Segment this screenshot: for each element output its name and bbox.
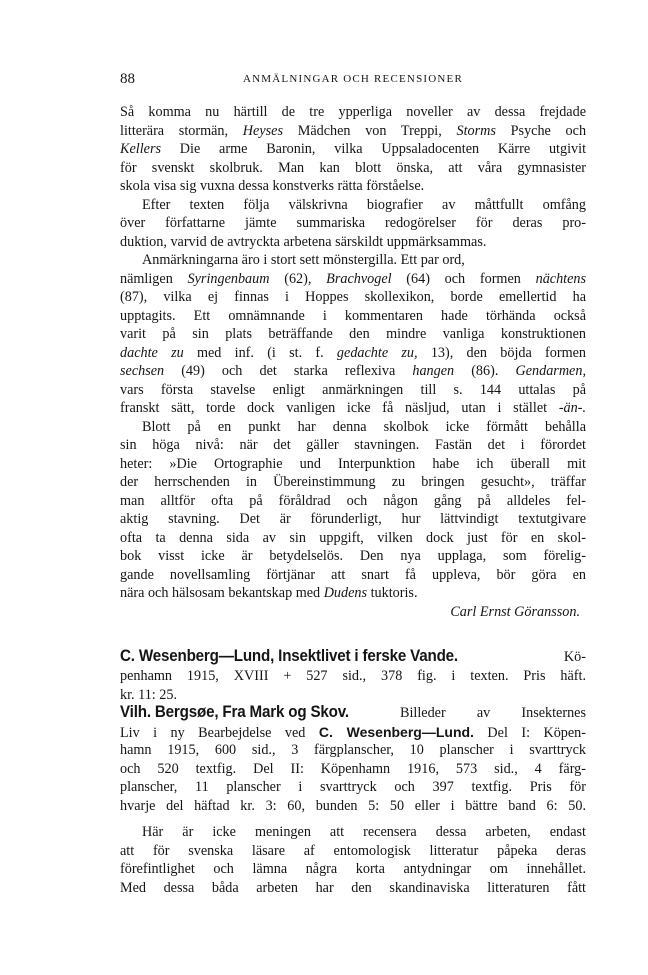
text-line: kr. 11: 25. <box>120 686 178 703</box>
text-line: (87), vilka ej finnas i Hoppes skollexikon, borde emellertid ha <box>120 289 586 305</box>
text-line: franskt sätt, torde dock vanligen icke få näsljud, utan i stället -än-. <box>120 400 586 416</box>
text-line: över författarne jämte summariska redogörelser för deras pro- <box>120 215 586 231</box>
text-line: Så komma nu härtill de tre ypperliga noveller av dessa frejdade <box>120 104 586 120</box>
running-head <box>120 71 586 89</box>
text-line: dachte zu med inf. (i st. f. gedachte zu, 13), den böjda formen <box>120 344 587 361</box>
text-line: Med dessa båda arbeten har den skandinaviska litteraturen fått <box>120 879 586 896</box>
text-line: Anmärkningarna äro i stort sett mönstergilla. Ett par ord, <box>142 252 465 268</box>
review-heading-1: C. Wesenberg—Lund, Insektlivet i ferske Vande. Kö- <box>120 647 586 665</box>
text-line: Blott på en punkt har denna skolbok icke förmått behålla <box>142 418 586 435</box>
text-line: planscher, 11 planscher i svarttryck och 397 textfig. Pris för <box>120 779 586 795</box>
text-line: vars första stavelse enligt anmärkningen till s. 144 uttalas på <box>120 381 586 398</box>
text-line: litterära stormän, Heyses Mädchen von Treppi, Storms Psyche och <box>120 122 587 139</box>
page-body <box>120 103 586 897</box>
text-line: penhamn 1915, XVIII + 527 sid., 378 fig. i texten. Pris häft. <box>120 668 586 684</box>
text-line: hamn 1915, 600 sid., 3 färgplanscher, 10 planscher i svarttryck <box>120 742 586 758</box>
text-line: heter: »Die Ortographie und Interpunktion habe ich überall mit <box>120 455 586 472</box>
text-line: förefintlighet och lämna några korta antydningar om innehållet. <box>120 861 586 877</box>
text-line: Liv i ny Bearbejdelse ved C. Wesenberg—Lund. Del I: Köpen- <box>120 723 587 741</box>
text-line: gande novellsamling förtjänar att snart få uppleva, bör göra en <box>120 566 586 583</box>
review-heading-2: Vilh. Bergsøe, Fra Mark og Skov. Billeder av Insekternes <box>120 702 586 721</box>
page-number: 88 <box>120 71 135 87</box>
text-line: Kellers Die arme Baronin, vilka Uppsaladocenten Kärre utgivit <box>120 141 587 157</box>
text-line: Efter texten följa välskrivna biografier av måttfullt omfång <box>142 196 586 213</box>
text-line: der herrschenden in Übereinstimmung zu bringen gesucht», träffar <box>120 474 586 490</box>
text-line: sechsen (49) och det starka reflexiva hangen (86). Gendarmen, <box>120 363 586 379</box>
text-line: skola visa sig vuxna dessa konstverks rätta förståelse. <box>120 178 425 194</box>
text-line: aktig stavning. Det är förunderligt, hur lättvindigt textutgivare <box>120 511 586 527</box>
text-line: för svenskt skolbruk. Man kan blott önska, att våra gymnasister <box>120 159 586 176</box>
text-line: nära och hälsosam bekantskap med Dudens tuktoris. <box>120 585 418 601</box>
text-line: duktion, varvid de avtryckta arbetena särskildt uppmärksammas. <box>120 233 487 250</box>
text-line: man alltför ofta på föråldrad och någon gång på alldeles fel- <box>120 492 586 509</box>
signature: Carl Ernst Göransson. <box>450 603 580 620</box>
text-line: ofta ta denna sida av sin uppgift, vilken dock just för en skol- <box>120 529 586 546</box>
running-title: ANMÄLNINGAR OCH RECENSIONER <box>242 73 463 85</box>
text-line: och 520 textfig. Del II: Köpenhamn 1916, 573 sid., 4 färg- <box>120 760 586 777</box>
text-line: Här är icke meningen att recensera dessa arbeten, endast <box>142 824 586 840</box>
text-line: hvarje del häftad kr. 3: 60, bunden 5: 50 eller i bättre band 6: 50. <box>120 797 586 814</box>
text-line: nämligen Syringenbaum (62), Brachvogel (64) och formen nächtens <box>120 270 587 287</box>
text-line: att för svenska läsare af entomologisk litteratur påpeka deras <box>120 842 586 859</box>
text-line: upptagits. Ett omnämnande i kommentaren hade törhända också <box>120 307 586 324</box>
text-line: sin höga nivå: när det gäller stavningen. Fastän det i förordet <box>120 437 586 453</box>
text-line: bok visst icke är betydelselös. Den nya upplaga, som förelig- <box>120 548 586 564</box>
text-line: varit på sin plats beträffande den mindre vanliga konstruktionen <box>120 326 586 342</box>
